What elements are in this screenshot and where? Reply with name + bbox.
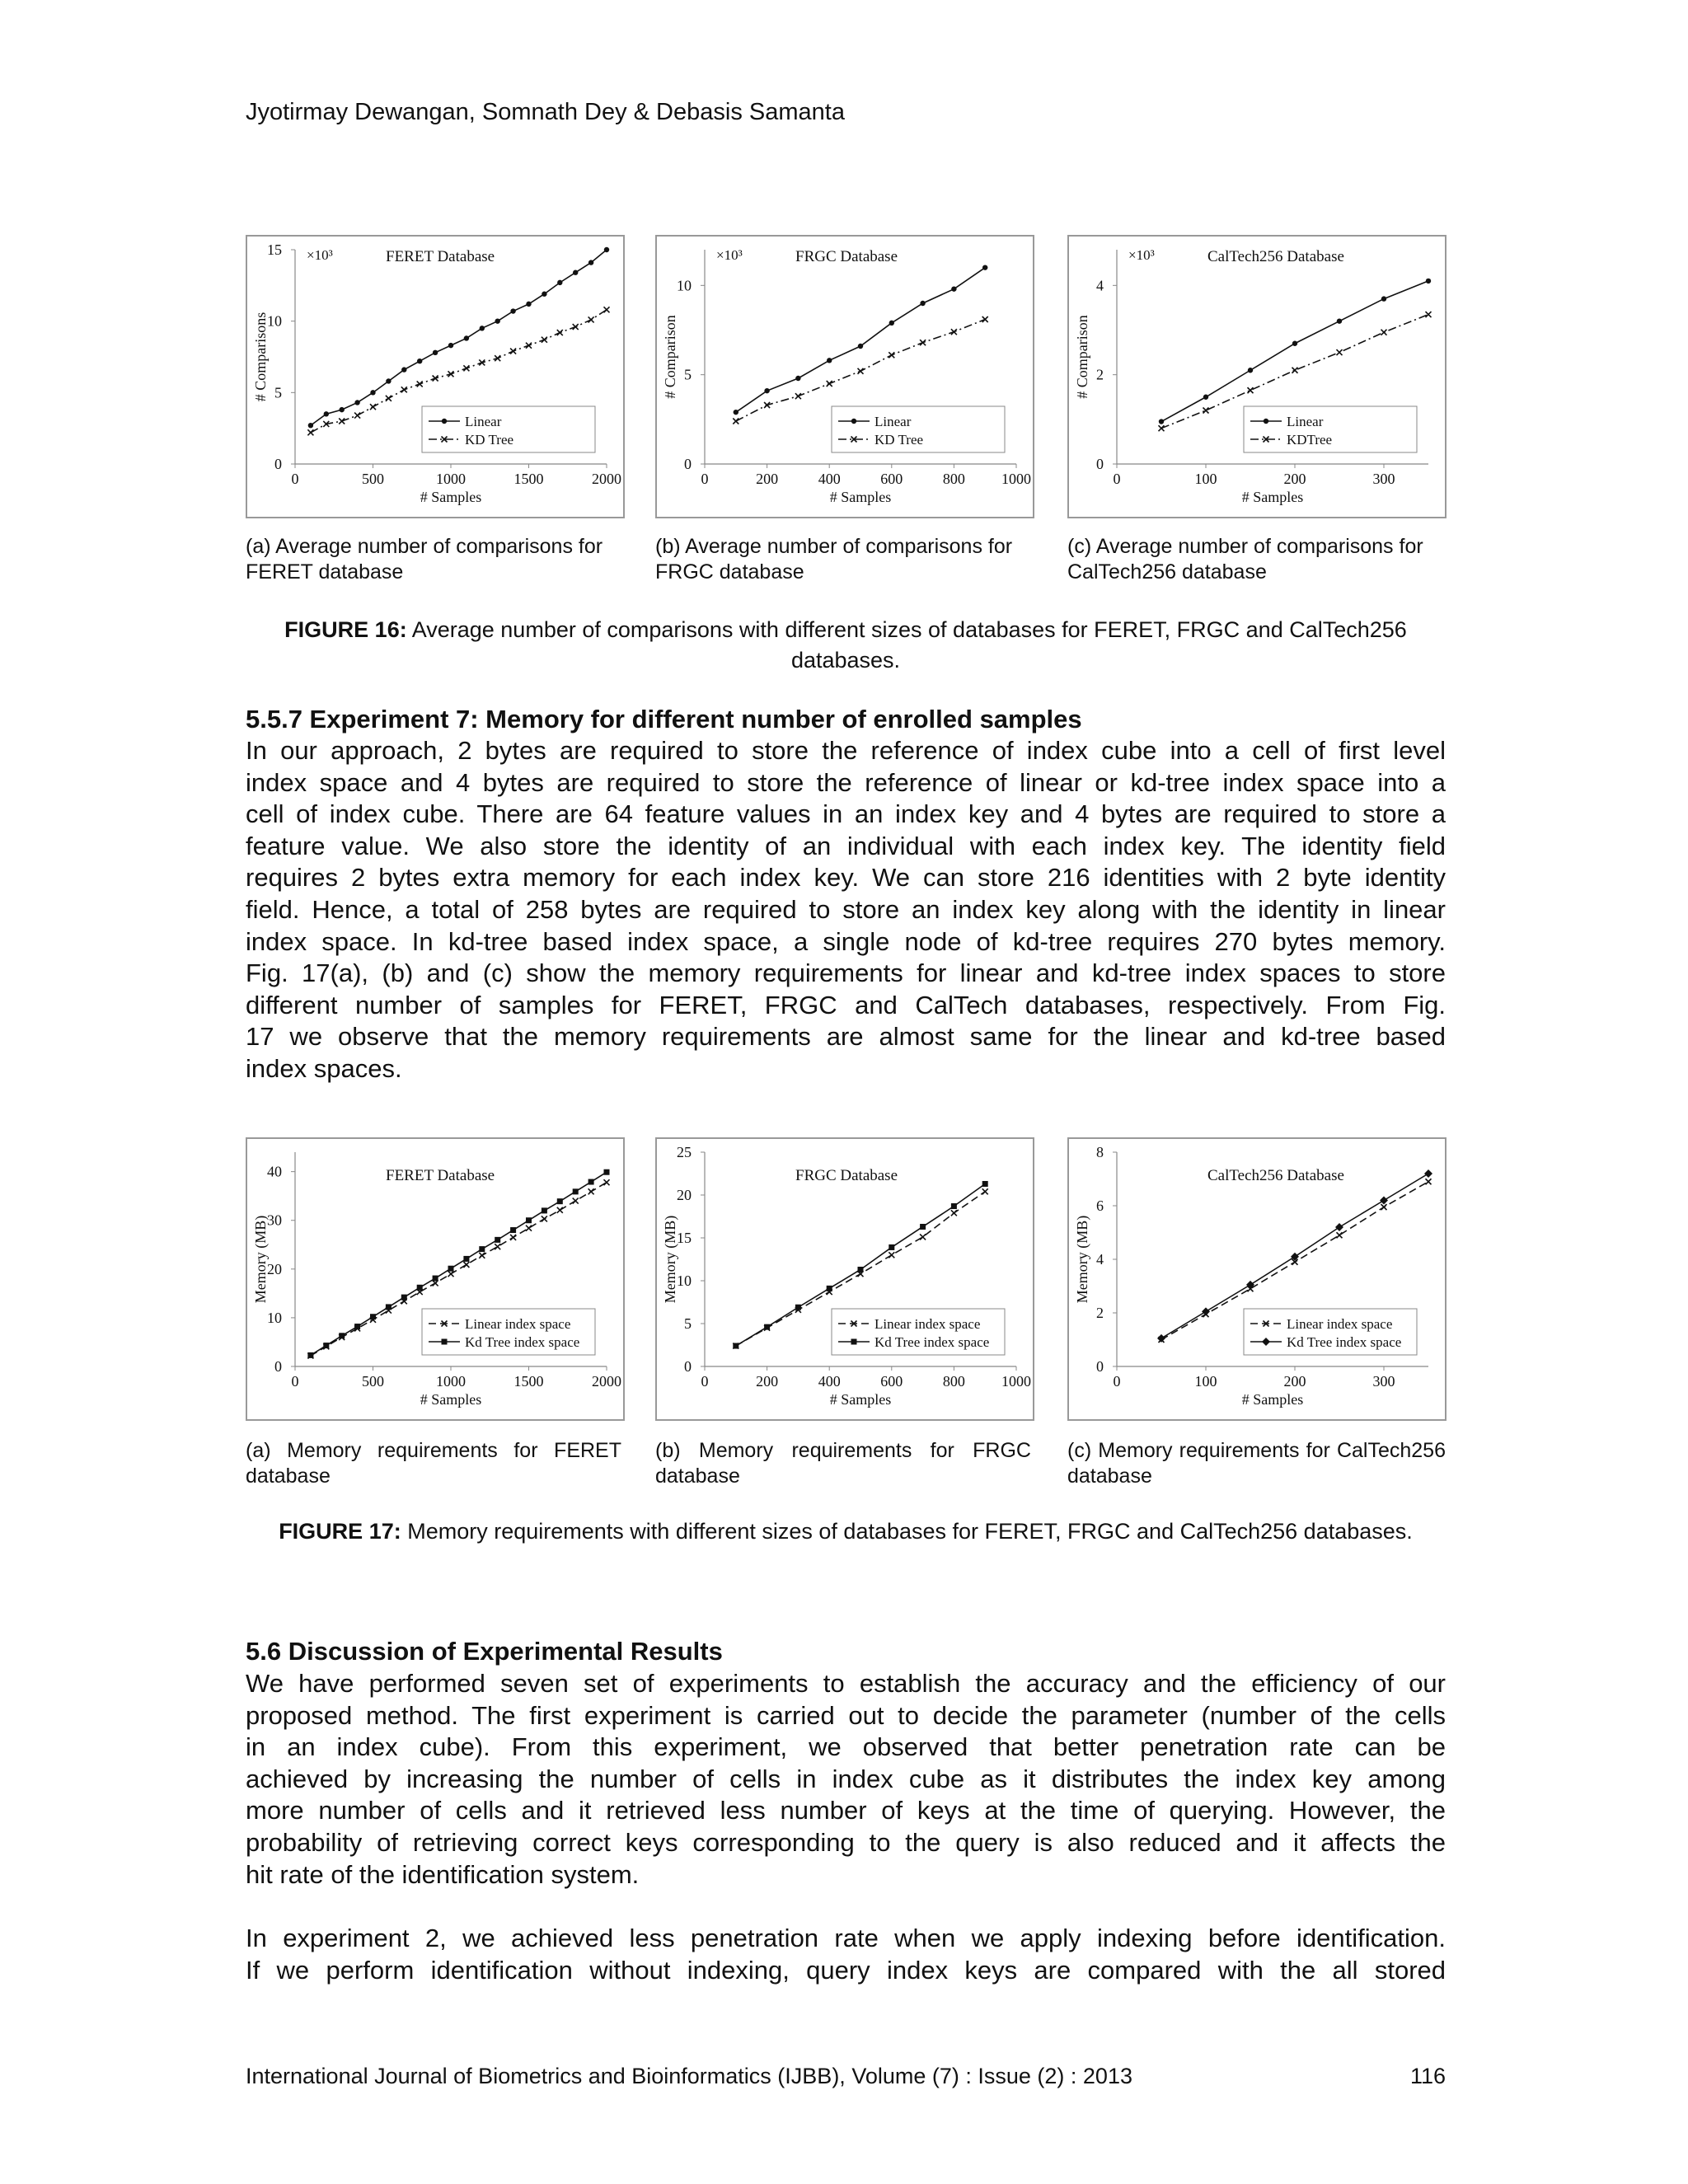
axis-multiplier: ×10³	[307, 247, 333, 263]
y-tick-label: 5	[684, 1315, 692, 1332]
data-point	[339, 1333, 345, 1338]
data-point	[510, 1235, 516, 1240]
data-point	[1159, 419, 1164, 424]
data-point	[1159, 425, 1165, 431]
chart-feret-comparisons	[246, 235, 625, 518]
text-line: more number of cells and it retrieved less number of keys at the time of querying. However, the	[246, 1796, 1446, 1825]
x-tick-label: 500	[362, 1373, 384, 1390]
x-tick-label: 100	[1194, 1373, 1217, 1390]
data-point	[889, 321, 894, 326]
data-point	[982, 1188, 988, 1194]
y-axis-label: # Comparison	[662, 315, 678, 399]
text-line: index space. In kd-tree based index space, a single node of kd-tree requires 270 bytes memory.	[246, 926, 1446, 956]
y-tick-label: 0	[1096, 1358, 1104, 1375]
data-point	[1337, 349, 1343, 355]
y-tick-label: 15	[267, 241, 282, 258]
chart-feret-memory	[246, 1137, 625, 1421]
text-line: In experiment 2, we achieved less penetration rate when we apply indexing before identification.	[246, 1924, 1446, 1952]
figure-16-caption	[246, 615, 1446, 676]
x-tick-label: 2000	[592, 1373, 621, 1390]
text-line: different number of samples for FERET, FRGC and CalTech databases, respectively. From Fig.	[246, 990, 1446, 1019]
text-line: 17 we observe that the memory requirements are almost same for the linear and kd-tree based	[246, 1022, 1446, 1052]
data-point	[1381, 296, 1386, 301]
data-point	[588, 1179, 594, 1185]
data-point	[401, 1295, 407, 1301]
x-tick-label: 800	[942, 471, 965, 487]
x-axis-label: # Samples	[1241, 1391, 1304, 1408]
series-line	[1161, 281, 1428, 422]
data-point	[1426, 312, 1432, 317]
data-point	[982, 265, 987, 269]
y-tick-label: 5	[684, 366, 692, 383]
data-point	[401, 367, 406, 372]
data-point	[557, 280, 562, 285]
data-point	[1248, 368, 1253, 373]
chart-svg	[247, 237, 623, 517]
data-point	[604, 307, 610, 312]
data-point	[463, 1262, 469, 1268]
x-axis-label: # Samples	[829, 1391, 892, 1408]
journal-citation: International Journal of Biometrics and Bioinformatics (IJBB), Volume (7) : Issue (2) : 2013	[246, 2064, 1132, 2088]
data-point	[495, 1237, 500, 1243]
data-point	[734, 410, 738, 415]
x-tick-label: 1500	[513, 471, 544, 487]
data-point	[1335, 1223, 1343, 1231]
data-point	[307, 1352, 313, 1358]
text-line: cell of index cube. There are 64 feature values in an index key and 4 bytes are required to store a	[246, 799, 1446, 829]
data-point	[354, 413, 360, 419]
data-point	[1337, 318, 1342, 323]
section-heading: 5.6 Discussion of Experimental Results	[246, 1637, 723, 1666]
data-point	[1292, 341, 1297, 346]
data-point	[1203, 408, 1209, 414]
data-point	[920, 1234, 926, 1240]
chart-caltech-memory	[1067, 1137, 1447, 1421]
legend-label: Linear	[1287, 414, 1324, 429]
legend-marker	[1264, 419, 1268, 424]
caption-label: FIGURE 17:	[279, 1519, 401, 1544]
y-tick-label: 4	[1096, 1251, 1104, 1268]
data-point	[827, 381, 832, 387]
data-point	[557, 1207, 563, 1213]
chart-frgc-memory	[655, 1137, 1034, 1421]
x-tick-label: 1000	[1001, 471, 1031, 487]
data-point	[480, 326, 485, 330]
y-axis-label: # Comparisons	[252, 312, 269, 402]
data-point	[1157, 1334, 1165, 1343]
text-line: achieved by increasing the number of cells in index cube as it distributes the index key among	[246, 1764, 1446, 1793]
data-point	[433, 350, 438, 355]
data-point	[448, 343, 453, 348]
data-point	[889, 352, 894, 358]
subcaption-text: (c) Memory requirements for CalTech256 database	[1067, 1439, 1446, 1488]
axis-multiplier: ×10³	[1128, 247, 1155, 263]
subcaption-17a	[246, 1438, 621, 1489]
data-point	[401, 387, 407, 392]
chart-svg	[657, 237, 1033, 517]
text-line: feature value. We also store the identity of an individual with each index key. The identity field	[246, 831, 1446, 860]
data-point	[557, 1198, 563, 1204]
data-point	[495, 1244, 500, 1249]
data-point	[542, 292, 546, 297]
data-point	[417, 381, 423, 387]
y-axis-label: Memory (MB)	[662, 1215, 678, 1304]
data-point	[370, 404, 376, 410]
subcaption-text: (b) Memory requirements for FRGC database	[655, 1439, 1031, 1488]
data-point	[733, 419, 738, 424]
y-tick-label: 10	[677, 277, 692, 294]
text-line: Fig. 17(a), (b) and (c) show the memory requirements for linear and kd-tree index spaces to store	[246, 958, 1446, 988]
data-point	[386, 1304, 392, 1310]
y-tick-label: 4	[1096, 277, 1104, 294]
legend-marker	[442, 1339, 448, 1345]
text-line: If we perform identification without indexing, query index keys are compared with the all stored	[246, 1955, 1446, 1985]
data-point	[1381, 1204, 1387, 1210]
data-point	[542, 1207, 547, 1213]
y-tick-label: 40	[267, 1163, 282, 1180]
data-point	[1203, 395, 1208, 400]
data-point	[951, 1203, 957, 1209]
chart-svg	[247, 1139, 623, 1419]
data-point	[951, 1210, 957, 1216]
legend-label: KD Tree	[465, 432, 514, 448]
data-point	[1426, 279, 1431, 284]
series-line	[736, 268, 985, 413]
subcaption-17b	[655, 1438, 1031, 1489]
data-point	[370, 1314, 376, 1319]
x-axis-label: # Samples	[420, 489, 482, 505]
legend-label: Kd Tree index space	[874, 1334, 990, 1350]
data-point	[573, 270, 578, 275]
text-line: In our approach, 2 bytes are required to store the reference of index cube into a cell of first level	[246, 736, 1446, 765]
data-point	[339, 419, 345, 424]
data-point	[951, 286, 956, 291]
subcaption-16c: (c) Average number of comparisons for CalTech256 database	[1067, 535, 1423, 583]
section-56-paragraph-1	[246, 1668, 1446, 1891]
x-tick-label: 0	[701, 1373, 709, 1390]
data-point	[510, 308, 515, 313]
series-line	[311, 250, 607, 425]
legend-marker	[442, 419, 447, 424]
data-point	[526, 1226, 532, 1231]
data-point	[323, 1343, 329, 1348]
data-point	[858, 368, 864, 374]
y-tick-label: 20	[267, 1260, 282, 1277]
x-tick-label: 1000	[1001, 1373, 1031, 1390]
y-tick-label: 10	[677, 1272, 692, 1289]
page-footer	[246, 2064, 1446, 2089]
data-point	[479, 1253, 485, 1258]
data-point	[526, 302, 531, 307]
text-line: probability of retrieving correct keys corresponding to the query is also reduced and it affects the	[246, 1827, 1446, 1857]
subcaption-16a: (a) Average number of comparisons for FERET database	[246, 535, 603, 583]
legend-label: Linear	[465, 414, 502, 429]
x-tick-label: 800	[942, 1373, 965, 1390]
legend-label: Linear index space	[1287, 1316, 1393, 1332]
data-point	[1426, 1179, 1432, 1184]
data-point	[1248, 387, 1254, 393]
text-line: hit rate of the identification system.	[246, 1859, 640, 1889]
legend-label: KD Tree	[874, 432, 924, 448]
caption-label: FIGURE 16:	[284, 617, 407, 642]
data-point	[827, 1286, 832, 1291]
text-line: We have performed seven set of experiments to establish the accuracy and the efficiency of our	[246, 1669, 1446, 1698]
data-point	[448, 1271, 454, 1277]
y-tick-label: 10	[267, 312, 282, 330]
data-point	[1380, 1197, 1388, 1205]
data-point	[354, 1324, 360, 1329]
data-point	[542, 1216, 547, 1221]
x-tick-label: 100	[1194, 471, 1217, 487]
caption-text: Average number of comparisons with different sizes of databases for FERET, FRGC and CalTech256 databases.	[406, 617, 1407, 673]
data-point	[604, 1179, 610, 1185]
y-tick-label: 30	[267, 1212, 282, 1229]
data-point	[433, 1276, 438, 1282]
x-tick-label: 500	[362, 471, 384, 487]
legend-label: Linear index space	[874, 1316, 981, 1332]
caption-text: Memory requirements with different sizes of databases for FERET, FRGC and CalTech256 databases.	[401, 1519, 1413, 1544]
figure-17-caption	[246, 1516, 1446, 1547]
data-point	[573, 324, 579, 330]
data-point	[588, 260, 593, 265]
chart-title: FERET Database	[386, 1167, 495, 1184]
data-point	[495, 318, 500, 323]
legend-label: Linear	[874, 414, 912, 429]
y-tick-label: 0	[684, 456, 692, 472]
x-tick-label: 300	[1372, 1373, 1395, 1390]
data-point	[386, 378, 391, 383]
x-tick-label: 200	[756, 471, 779, 487]
data-point	[795, 1305, 801, 1310]
y-axis-label: Memory (MB)	[1074, 1215, 1090, 1304]
text-line: field. Hence, a total of 258 bytes are required to store an index key along with the identity in linear	[246, 894, 1446, 924]
data-point	[858, 1267, 864, 1272]
data-point	[370, 390, 375, 395]
legend-label: KDTree	[1287, 432, 1333, 448]
data-point	[510, 1227, 516, 1233]
data-point	[308, 423, 313, 428]
data-point	[920, 301, 925, 306]
data-point	[982, 1181, 988, 1187]
y-tick-label: 2	[1096, 1305, 1104, 1321]
y-tick-label: 0	[1096, 456, 1104, 472]
data-point	[858, 344, 863, 349]
y-tick-label: 15	[677, 1230, 692, 1246]
chart-svg	[657, 1139, 1033, 1419]
text-line: proposed method. The first experiment is carried out to decide the parameter (number of the cells	[246, 1700, 1446, 1730]
y-tick-label: 5	[274, 384, 282, 401]
data-point	[542, 337, 547, 343]
data-point	[479, 1246, 485, 1252]
text-line: requires 2 bytes extra memory for each index key. We can store 216 identities with 2 byte identity	[246, 863, 1446, 893]
y-tick-label: 25	[677, 1144, 692, 1160]
x-tick-label: 200	[1283, 1373, 1306, 1390]
x-tick-label: 0	[291, 1373, 299, 1390]
data-point	[982, 316, 988, 322]
page-number: 116	[1409, 2064, 1446, 2088]
data-point	[889, 1244, 894, 1250]
data-point	[588, 316, 594, 322]
chart-title: FRGC Database	[795, 248, 898, 265]
x-tick-label: 200	[1283, 471, 1306, 487]
chart-title: CalTech256 Database	[1207, 248, 1344, 265]
axis-multiplier: ×10³	[716, 247, 743, 263]
y-tick-label: 20	[677, 1187, 692, 1203]
data-point	[464, 335, 469, 340]
data-point	[733, 1343, 738, 1349]
subcaption-17c	[1067, 1438, 1446, 1489]
data-point	[510, 349, 516, 354]
chart-title: FRGC Database	[795, 1167, 898, 1184]
x-tick-label: 0	[1113, 471, 1121, 487]
data-point	[795, 376, 800, 381]
y-tick-label: 10	[267, 1309, 282, 1326]
data-point	[1202, 1307, 1210, 1315]
data-point	[307, 429, 313, 435]
legend-marker	[851, 419, 856, 424]
x-axis-label: # Samples	[420, 1391, 482, 1408]
data-point	[764, 1324, 770, 1330]
chart-svg	[1069, 1139, 1445, 1419]
chart-caltech-comparisons	[1067, 235, 1447, 518]
data-point	[604, 1169, 610, 1175]
data-point	[463, 365, 469, 371]
data-point	[920, 1224, 926, 1230]
data-point	[526, 1217, 532, 1223]
data-point	[1381, 330, 1387, 335]
data-point	[324, 411, 329, 416]
x-tick-label: 200	[756, 1373, 779, 1390]
data-point	[417, 1285, 423, 1291]
x-tick-label: 1000	[436, 1373, 466, 1390]
section-56-paragraph-2	[246, 1923, 1446, 1986]
x-tick-label: 400	[818, 1373, 841, 1390]
y-tick-label: 6	[1096, 1197, 1104, 1214]
data-point	[889, 1252, 894, 1258]
x-tick-label: 1000	[436, 471, 466, 487]
section-heading: 5.5.7 Experiment 7: Memory for different number of enrolled samples	[246, 705, 1082, 733]
x-tick-label: 1500	[513, 1373, 544, 1390]
data-point	[588, 1188, 594, 1194]
y-axis-label: # Comparison	[1074, 315, 1090, 399]
data-point	[1424, 1169, 1432, 1178]
x-tick-label: 2000	[592, 471, 621, 487]
data-point	[448, 1266, 454, 1272]
x-tick-label: 600	[880, 1373, 903, 1390]
x-tick-label: 300	[1372, 471, 1395, 487]
data-point	[1292, 368, 1298, 373]
data-point	[340, 407, 345, 412]
data-point	[354, 400, 359, 405]
data-point	[417, 359, 422, 363]
subcaption-16b: (b) Average number of comparisons for FRGC database	[655, 535, 1013, 583]
x-tick-label: 0	[1113, 1373, 1121, 1390]
chart-frgc-comparisons	[655, 235, 1034, 518]
text-line: index space and 4 bytes are required to store the reference of linear or kd-tree index space into a	[246, 767, 1446, 797]
chart-title: FERET Database	[386, 248, 495, 265]
subcaption-text: (a) Memory requirements for FERET database	[246, 1439, 621, 1488]
data-point	[463, 1256, 469, 1262]
legend-label: Kd Tree index space	[1287, 1334, 1402, 1350]
text-line: in an index cube). From this experiment, we observed that better penetration rate can be	[246, 1732, 1446, 1762]
y-tick-label: 0	[274, 1358, 282, 1375]
data-point	[604, 247, 609, 252]
data-point	[764, 388, 769, 393]
chart-title: CalTech256 Database	[1207, 1167, 1344, 1184]
data-point	[526, 343, 532, 349]
legend-label: Kd Tree index space	[465, 1334, 580, 1350]
data-point	[557, 330, 563, 335]
data-point	[1337, 1232, 1343, 1238]
y-tick-label: 8	[1096, 1144, 1104, 1160]
y-tick-label: 0	[274, 456, 282, 472]
y-tick-label: 2	[1096, 366, 1104, 383]
x-tick-label: 0	[701, 471, 709, 487]
x-tick-label: 400	[818, 471, 841, 487]
y-tick-label: 0	[684, 1358, 692, 1375]
y-axis-label: Memory (MB)	[252, 1215, 269, 1304]
section-557-paragraph	[246, 735, 1446, 1085]
legend-label: Linear index space	[465, 1316, 571, 1332]
x-tick-label: 0	[291, 471, 299, 487]
x-axis-label: # Samples	[1241, 489, 1304, 505]
data-point	[827, 358, 832, 363]
data-point	[573, 1198, 579, 1204]
running-head: Jyotirmay Dewangan, Somnath Dey & Debasis Samanta	[246, 99, 845, 125]
x-tick-label: 600	[880, 471, 903, 487]
text-line: index spaces.	[246, 1053, 402, 1083]
legend-marker	[851, 1339, 857, 1345]
data-point	[573, 1188, 579, 1194]
chart-svg	[1069, 237, 1445, 517]
data-point	[795, 393, 801, 399]
data-point	[386, 396, 392, 401]
x-axis-label: # Samples	[829, 489, 892, 505]
